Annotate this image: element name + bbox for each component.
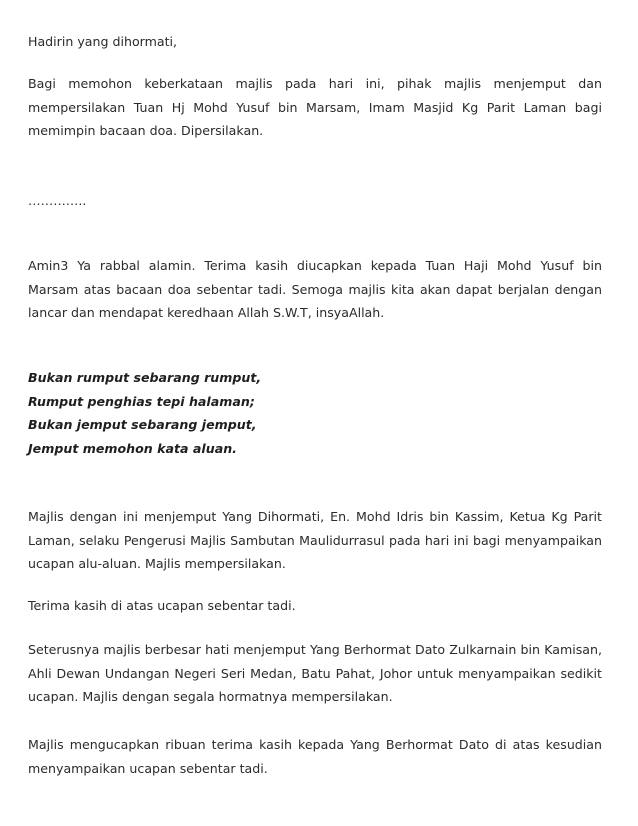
paragraph-line: ucapan alu-aluan. Majlis mempersilakan. [28, 556, 286, 571]
paragraph-thanks-dato [28, 733, 602, 780]
paragraph-thanks-doa [28, 254, 602, 325]
paragraph-thanks-speech: Terima kasih di atas ucapan sebentar tadi. [28, 598, 296, 613]
paragraph-line: Majlis dengan ini menjemput Yang Dihormati, En. Mohd Idris bin Kassim, Ketua Kg Parit [28, 509, 602, 524]
pantun-verse [28, 366, 602, 461]
greeting: Hadirin yang dihormati, [28, 34, 178, 49]
paragraph-line: Majlis mengucapkan ribuan terima kasih kepada Yang Berhormat Dato di atas kesudian [28, 737, 602, 752]
paragraph-invite-speech [28, 505, 602, 576]
paragraph-invite-doa [28, 72, 602, 143]
ellipsis-placeholder: ………….. [28, 193, 87, 208]
pantun-line: Bukan jemput sebarang jemput, [28, 417, 257, 433]
paragraph-line: Laman, selaku Pengerusi Majlis Sambutan Maulidurrasul pada hari ini bagi menyampaikan [28, 532, 602, 548]
paragraph-line: menyampaikan ucapan sebentar tadi. [28, 760, 268, 776]
paragraph-line: memimpin bacaan doa. Dipersilakan. [28, 123, 264, 138]
paragraph-line: Bagi memohon keberkataan majlis pada hari ini, pihak majlis menjemput dan [28, 76, 602, 91]
paragraph-line: Amin3 Ya rabbal alamin. Terima kasih diucapkan kepada Tuan Haji Mohd Yusuf bin [28, 258, 602, 273]
paragraph-line: ucapan. Majlis dengan segala hormatnya mempersilakan. [28, 689, 393, 704]
pantun-line: Jemput memohon kata aluan. [28, 441, 237, 457]
paragraph-line: mempersilakan Tuan Hj Mohd Yusuf bin Marsam, Imam Masjid Kg Parit Laman bagi [28, 99, 602, 115]
paragraph-line: Marsam atas bacaan doa sebentar tadi. Semoga majlis kita akan dapat berjalan dengan [28, 281, 602, 297]
pantun-line: Rumput penghias tepi halaman; [28, 393, 255, 409]
paragraph-line: Seterusnya majlis berbesar hati menjemput Yang Berhormat Dato Zulkarnain bin Kamisan, [28, 642, 602, 657]
paragraph-line: Ahli Dewan Undangan Negeri Seri Medan, Batu Pahat, Johor untuk menyampaikan sedikit [28, 665, 602, 681]
paragraph-line: lancar dan mendapat keredhaan Allah S.W.T, insyaAllah. [28, 305, 385, 320]
pantun-line: Bukan rumput sebarang rumput, [28, 370, 262, 385]
paragraph-invite-dato [28, 638, 602, 709]
